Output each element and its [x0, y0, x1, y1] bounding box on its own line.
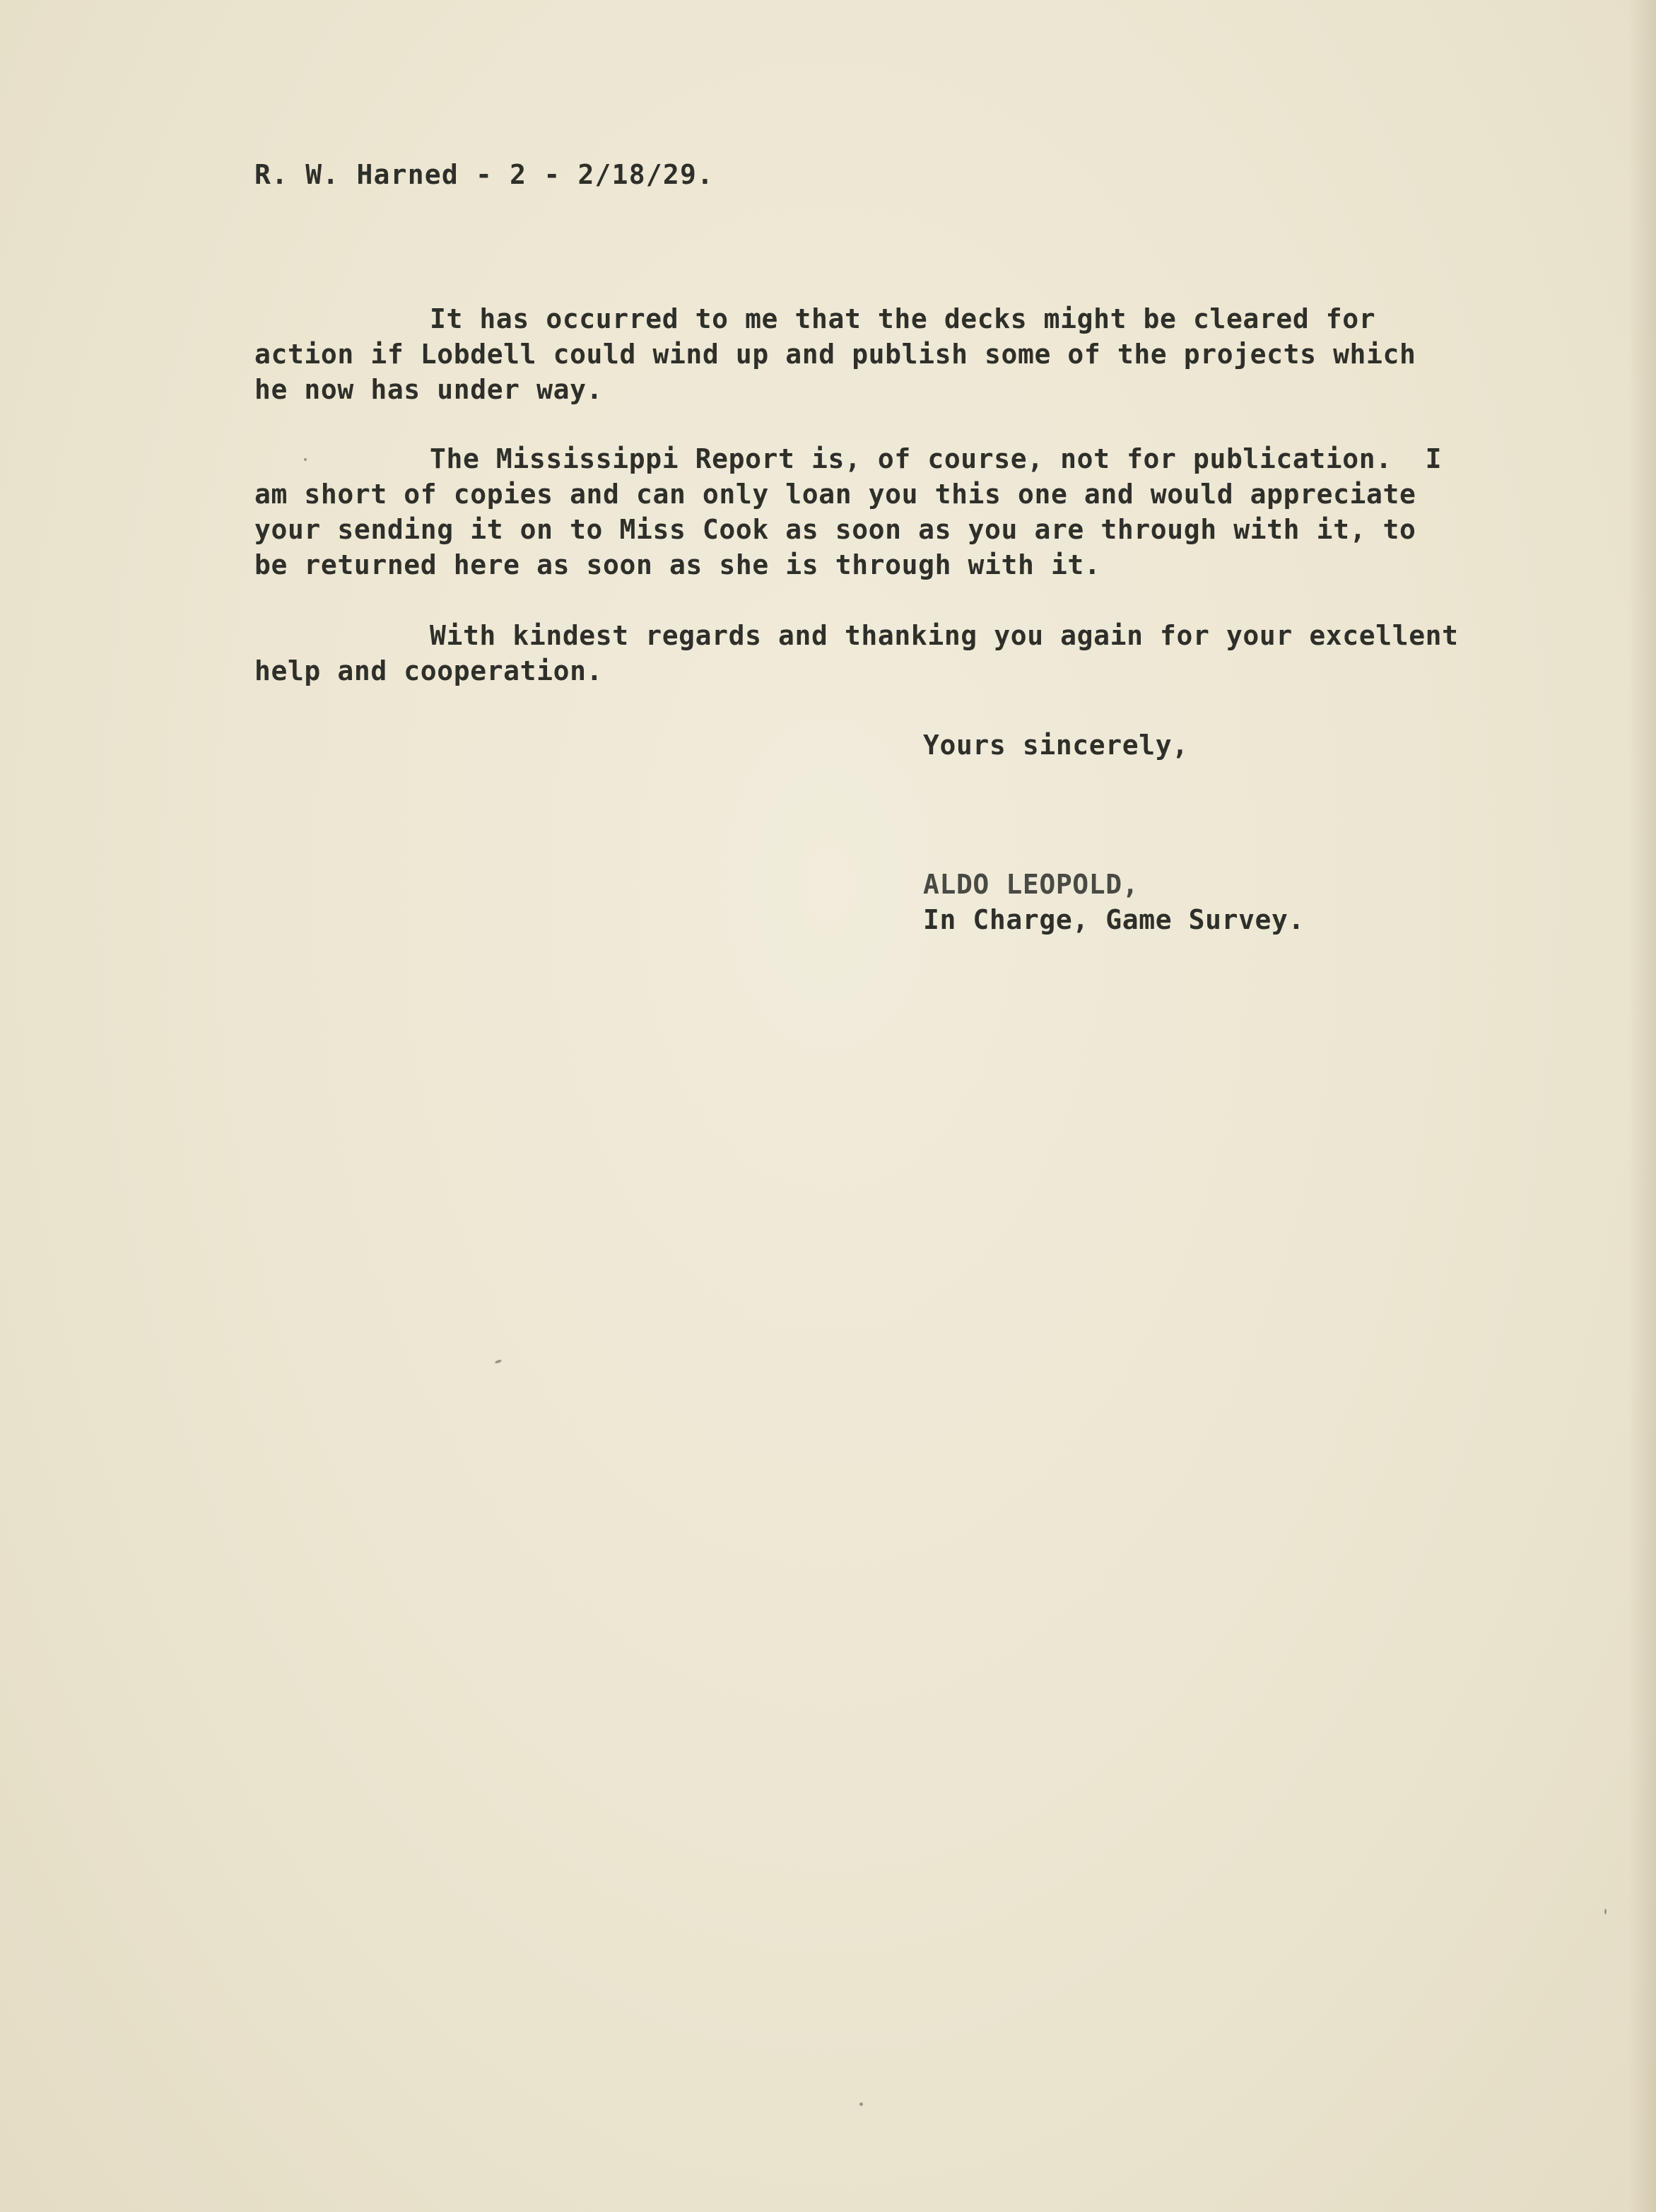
signature-name: ALDO LEOPOLD, [923, 869, 1139, 900]
paragraph-2-line-3: your sending it on to Miss Cook as soon as you are through with it, to [254, 514, 1416, 545]
paragraph-3-line-1: With kindest regards and thanking you again for your excellent [430, 620, 1459, 651]
letter-header: R. W. Harned - 2 - 2/18/29. [254, 159, 715, 190]
paragraph-2-line-2: am short of copies and can only loan you this one and would appreciate [254, 479, 1416, 510]
closing: Yours sincerely, [923, 730, 1189, 761]
page-edge-shadow [1628, 0, 1656, 2212]
paper-speck [1604, 1909, 1607, 1914]
paper-speck [304, 458, 307, 461]
paragraph-1-line-1: It has occurred to me that the decks might be cleared for [430, 303, 1376, 334]
paper-speck [859, 2102, 863, 2106]
paragraph-2-line-4: be returned here as soon as she is through with it. [254, 549, 1101, 580]
paper-speck [495, 1359, 503, 1364]
signature-title: In Charge, Game Survey. [923, 904, 1305, 935]
paragraph-1-line-3: he now has under way. [254, 374, 604, 405]
paragraph-3-line-2: help and cooperation. [254, 655, 604, 686]
paragraph-2-line-1: The Mississippi Report is, of course, not for publication. I [430, 443, 1443, 474]
paragraph-1-line-2: action if Lobdell could wind up and publish some of the projects which [254, 339, 1416, 370]
